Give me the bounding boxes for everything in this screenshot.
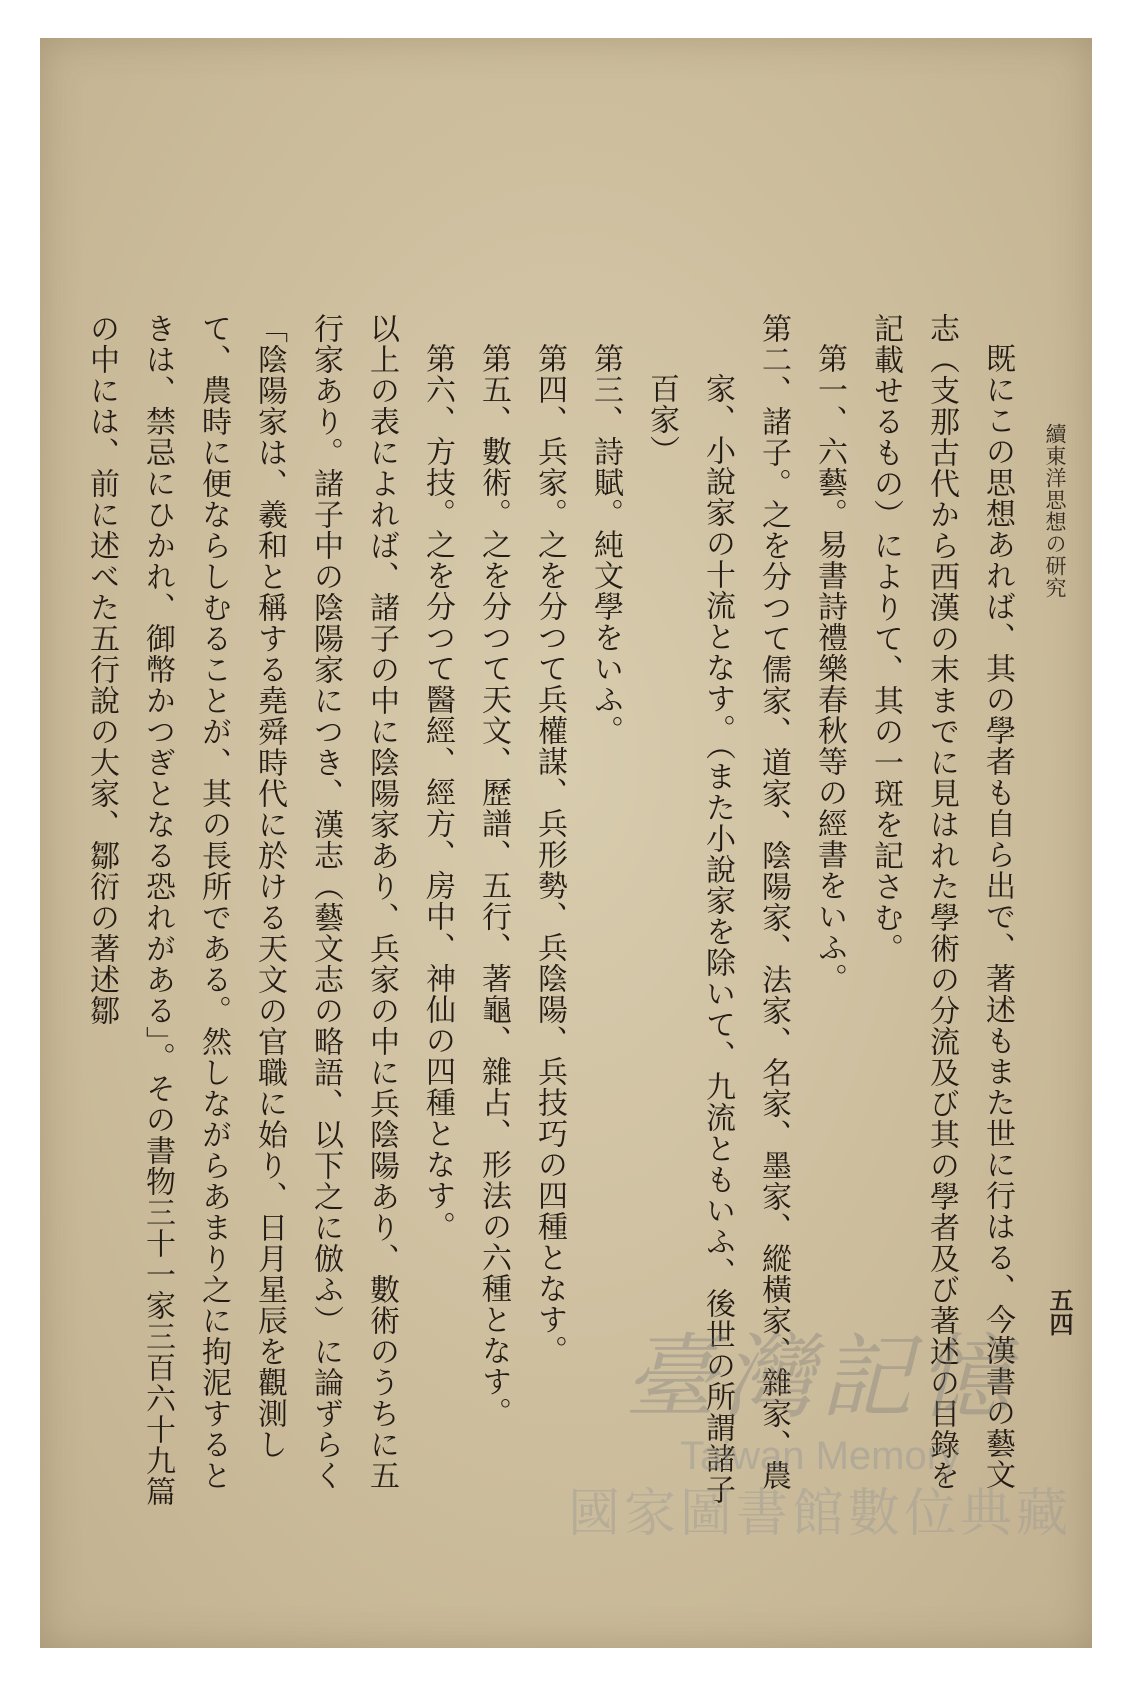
list-item-sujutsu: 第五、數術。之を分つて天文、歷譜、五行、著龜、雜占、形法の六種となす。 [476,343,511,1428]
list-item-heika: 第四、兵家。之を分つて兵權謀、兵形勢、兵陰陽、兵技巧の四種となす。 [532,343,567,1366]
list-item-shifu: 第三、詩賦。純文學をいふ。 [588,343,623,746]
list-item-hougi: 第六、方技。之を分つて醫經、經方、房中、神仙の四種となす。 [420,343,455,1242]
page-number: 五四 [1045,1288,1074,1336]
paragraph-discussion: 以上の表によれば、諸子の中に陰陽家あり、兵家の中に兵陰陽あり、數術のうちに五行家あり。諸子中の陰陽家につき、漢志（藝文志の略語、以下之に倣ふ）に論ずらく「陰陽家は、羲和と稱する堯舜時代に於ける天文の官職に始り、日月星辰を觀測して、農時に便ならしむることが、其の長所である。然しながらあまり之に拘泥するときは、禁忌にひかれ、御幣かつぎとなる恐れがある」。その書物三十一家三百六十九篇の中には、前に述べた五行說の大家、鄒衍の著述鄒 [84,313,399,1507]
paragraph-intro: 既にこの思想あれば、其の學者も自ら出で、著述もまた世に行はる、今漢書の藝文志（支那古代から西漢の末までに見はれた學術の分流及び其の學者及び著述の目錄を記載せるもの）によりて、其の一斑を記さむ。 [868,313,1015,1491]
watermark-logo-text: 臺灣記憶 [623,1324,1016,1431]
list-item-shoshi: 第二、諸子。之を分つて儒家、道家、陰陽家、法家、名家、墨家、縱橫家、雜家、農家、小說家の十流となす。（また小說家を除いて、九流ともいふ、後世の所謂諸子百家） [644,313,791,1505]
body-text [84,313,1025,1518]
list-item-rikugei: 第一、六藝。易書詩禮樂春秋等の經書をいふ。 [812,343,847,994]
watermark-subtitle: Taiwan Memory [679,1434,961,1478]
watermark-library: 國家圖書館數位典藏 [567,1484,1072,1544]
scanned-page [40,38,1092,1648]
running-title: 續東洋思想の研究 [1043,423,1067,599]
